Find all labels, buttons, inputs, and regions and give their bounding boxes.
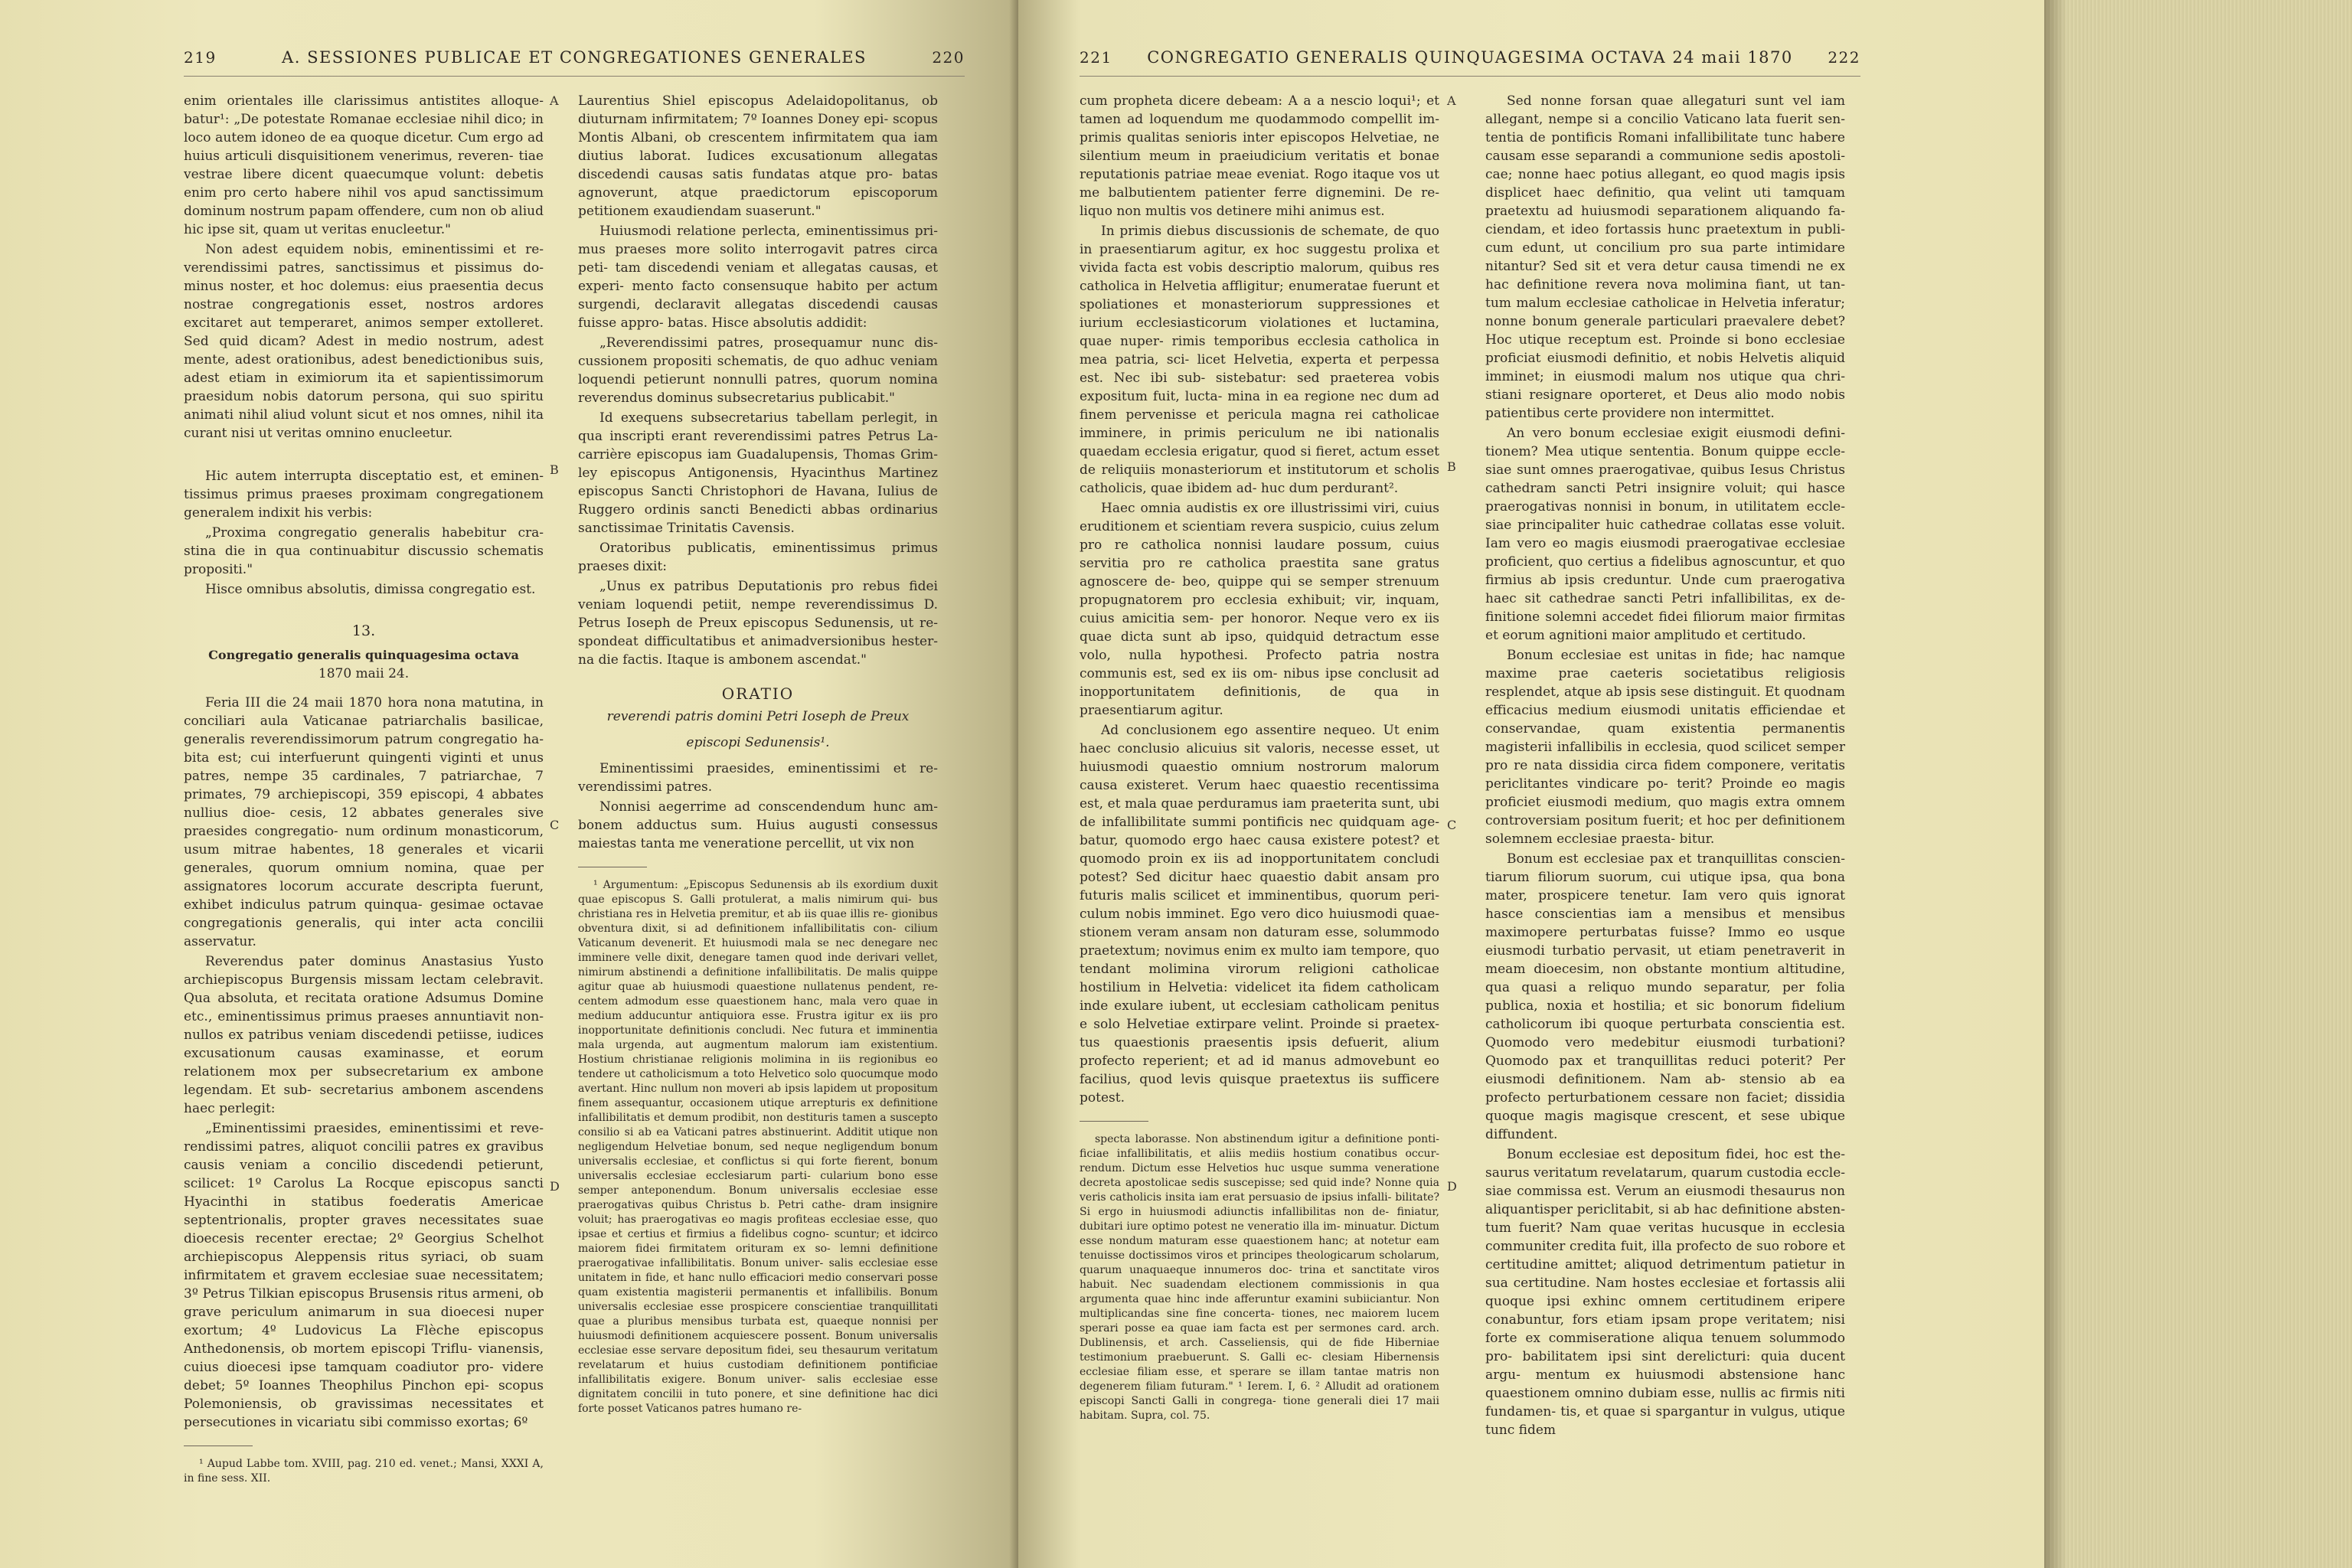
paragraph: Reverendus pater dominus Anastasius Yusto archiepiscopus Burgensis missam lectam celebravit. Qua absoluta, et recitata oratione Adsumus Domine etc., eminentissimus primus praeses annuntiavit non- nullos ex patribus veniam discedendi petiisse, iudices excusationum causas examinasse, et eorum relationem mox per subsecretarium ex ambone legendam. Et sub- secretarius ambonem ascendens haec perlegit: (184, 954, 544, 1116)
footnote-rule (1080, 1121, 1148, 1122)
paragraph: Oratoribus publicatis, eminentissimus primus praeses dixit: (578, 541, 938, 574)
margin-letter: A (550, 93, 559, 108)
margin-letter: C (1447, 818, 1457, 832)
paragraph: Hic autem interrupta disceptatio est, et eminen- tissimus primus praeses proximam congregationem generalem indixit his verbis: (184, 469, 544, 521)
paragraph: cum propheta dicere debeam: A a a nescio loqui¹; et tamen ad loquendum me quodammodo compellit im- primis qualitas senioris inter episcopos Helvetiae, ne silentium meum in praeiudicium veritatis et bonae reputationis patriae meae eveniat. Rogo itaque vos ut me balbutientem patienter ferre dignemini. De re- liquo non multis vos detinere mihi animus est. (1080, 93, 1439, 219)
paragraph: Id exequens subsecretarius tabellam perlegit, in qua inscripti erant reverendissimi patres Petrus La- carrière episcopus iam Guadalupensis, Thomas Grim- ley episcopus Antigonensis, Hyacinthus Martinez episcopus Sancti Christophori de Havana, Iulius de Ruggero ordinis sancti Benedicti abbas ordinarius sanctissimae Trinitatis Cavensis. (578, 410, 938, 536)
page-number: 219 (184, 47, 217, 67)
running-title: CONGREGATIO GENERALIS QUINQUAGESIMA OCTAVA 24 maii 1870 (1147, 47, 1793, 67)
footnote: ¹ Argumentum: „Episcopus Sedunensis ab ils exordium duxit quae episcopus S. Galli protulerat, a malis nimirum qui- bus christiana res in Helvetia premitur, et ab iis quae illis re- gionibus obventura dixit, si ad definitionem infallibilitatis con- cilium Vaticanum devenerit. Et huiusmodi mala se nec denegare nec imminere velle dixit, denegare tamen quod inde derivari vellet, nimirum abstinendi a definitione infallibilitatis. De malis quippe agitur quae ab huiusmodi quaestione nullatenus pendent, re- centem admodum esse quaestionem hanc, mala vero quae in medium adducuntur antiquiora esse. Frustra igitur ex iis pro inopportunitate definitionis concludi. Nec futura et imminentia mala urgenda, aut augmentum malorum iam existentium. Hostium christianae religionis molimina in iis regionibus eo tendere ut catholicismum a toto Helvetico solo quocumque modo avertant. Hinc nullum non moveri ab ipsis lapidem ut propositum finem assequantur, occasionem utique arrepturis ex definitione infallibilitatis et demum prodibit, non destituris tamen a suscepto consilio si ab ea Vaticani patres abstinuerint. Additit utique non negligendum Helvetiae bonum, sed neque negligendum bonum universalis ecclesiae, et conflictus si qui forte fierent, bonum universalis ecclesiae ecclesiarum parti- cularium bono esse semper anteponendum. Bonum universalis ecclesiae esse praerogativas quibus Christus b. Petri cathe- dram insignire voluit; has praerogativas eo magis profiteas ecclesiae esse, quo ipsae et certius et firmius a fidelibus cogno- scuntur; et idcirco maiorem fidei firmitatem orituram ex so- lemni definitione praerogativae infallibilitatis. Bonum univer- salis ecclesiae esse unitatem in fide, et hanc nullo efficaciori medio conservari posse quam existentia magisterii permanentis et infallibilis. Bonum universalis ecclesiae esse prospicere conscientiae tranquillitati quae a pluribus mensibus turbata est, quaeque nonnisi per huiusmodi definitionem acquiescere possent. Bonum universalis ecclesiae esse servare depositum fidei, seu thesaurum veritatum revelatarum et huius custodiam definitionem pontificiae infallibilitatis exigere. Bonum univer- salis ecclesiae esse dignitatem concilii in tuto ponere, et sine definitione hac dici forte posset Vaticanos patres humano re- (578, 879, 938, 1415)
paragraph: Bonum ecclesiae est depositum fidei, hoc est the- saurus veritatum revelatarum, quarum custodia eccle- siae commissa est. Verum an eiusmodi thesaurus non aliquantisper periclitabit, si ab hac definitione absten- tum fuerit? Nam quae veritas hucusque in ecclesia communiter credita fuit, illa profecto de suo robore et certitudine amittet; aliquod detrimentum patietur in sua certitudine. Nam hostes ecclesiae et fortassis alii quoque ipsi exhinc omnem certitudinem eripere conabuntur, fors etiam ipsam prope veritatem; nisi forte ex commiseratione aliqua tenuem solummodo pro- babilitatem ipsi sint derelicturi: quia ducent argu- mentum ex huiusmodi abstensione hanc quaestionem omnino dubiam esse, nullis ac firmis niti fundamen- tis, et quae si spargantur in vulgus, utique tunc fidem (1485, 1147, 1845, 1438)
margin-letter: C (550, 818, 560, 832)
left-page (0, 0, 1018, 1568)
paragraph: Laurentius Shiel episcopus Adelaidopolitanus, ob diuturnam infirmitatem; 7º Ioannes Doney epi- scopus Montis Albani, ob crescentem infirmitatem qua iam diutius laborat. Iudices excusationum allegatas discedendi causas satis fundatas atque pro- batas agnoverunt, atque praedictorum episcoporum petitionem exaudiendam suaserunt." (578, 93, 938, 219)
paragraph: Non adest equidem nobis, eminentissimi et re- verendissimi patres, sanctissimus et pissimus do- minus noster, et hoc dolemus: eius praesentia decus nostrae congregationis esset, nostros ardores excitaret aut temperaret, animos semper extolleret. Sed quid dicam? Adest in medio nostrum, adest mente, adest orationibus, adest benedictionibus suis, adest etiam in eximiorum ita et sapientissimorum praesidum nobis datorum persona, qui suo spiritu animati nihil aliud volunt sicut et nos omnes, nihil ita curant nisi ut veritas omnino enucleetur. (184, 242, 544, 441)
page-number: 221 (1080, 47, 1112, 67)
page-number: 222 (1828, 47, 1860, 67)
oratio-subtitle: reverendi patris domini Petri Ioseph de Preux (606, 709, 910, 724)
text-column (1080, 92, 1439, 1425)
paragraph: „Reverendissimi patres, prosequamur nunc dis- cussionem propositi schematis, de quo adhuc veniam loquendi petierunt nonnulli patres, quorum nomina reverendus dominus subsecretarius publicabit." (578, 335, 938, 406)
paragraph: An vero bonum ecclesiae exigit eiusmodi defini- tionem? Mea utique sententia. Bonum quippe eccle- siae sunt omnes praerogativae, quibus Iesus Christus cathedram sancti Petri insignire voluit; qui hasce praerogativas nonnisi in bonum, in utilitatem eccle- siae principaliter huic cathedrae collatas esse voluit. Iam vero eo magis eiusmodi praerogativae ecclesiae proficient, quo certius a fidelibus agnoscuntur, et quo firmius ab ipsis creduntur. Unde cum praerogativa haec sit cathedrae sancti Petri infallibilitas, ex de- finitione solemni accedet fidei filiorum maior firmitas et eorum agnitioni maior amplitudo et certitudo. (1485, 426, 1845, 643)
footnote: ¹ Aupud Labbe tom. XVIII, pag. 210 ed. venet.; Mansi, XXXI A, in fine sess. XII. (184, 1458, 544, 1485)
footnote: specta laborasse. Non abstinendum igitur a definitione ponti- ficiae infallibilitatis, et aliis mediis hostium conatibus occur- rendum. Dictum esse Helvetios huc usque summa veneratione decreta apostolicae sedis suscepisse; sed quid inde? Nonne quia veris catholicis insita iam erat persuasio de ipsius infalli- bilitate? Si ergo in huiusmodi adiunctis infallibilitas non de- finiatur, dubitari iure optimo potest ne veneratio illa im- minuatur. Dictum esse nondum maturam esse quaestionem hanc; at notetur eam tenuisse doctissimos viros et principes theologicarum scholarum, quarum unaquaeque innumeros doc- trina et sanctitate viros habuit. Nec suadendam electionem commissionis in qua argumenta quae hinc inde afferuntur examini subiiciantur. Non multiplicandas sine fine concerta- tiones, nec maiorem lucem sperari posse ea quae iam facta est per sermones card. arch. Dublinensis, et arch. Casseliensis, qui de fide Hiberniae testimonium praebuerunt. S. Galli ec- clesiam Hibernensis ecclesiae filiam esse, et sperare se illam tantae matris non degenerem filiam futuram." ¹ Ierem. I, 6. ² Alludit ad orationem episcopi Sancti Galli in congrega- tione generali diei 17 maii habitam. Supra, col. 75. (1080, 1133, 1439, 1422)
text-column (184, 92, 544, 1488)
margin-letter: B (1447, 459, 1456, 474)
running-title: A. SESSIONES PUBLICAE ET CONGREGATIONES GENERALES (282, 47, 867, 67)
page-number: 220 (932, 47, 965, 67)
margin-letter: D (550, 1179, 560, 1194)
margin-letter: B (550, 462, 559, 477)
paragraph: „Eminentissimi praesides, eminentissimi et reve- rendissimi patres, aliquot concilii patres ex gravibus causis veniam a concilio discedendi petierunt, scilicet: 1º Carolus La Rocque episcopus sancti Hyacinthi in statibus foederatis Americae septentrionalis, propter graves necessitates suae dioecesis recenter erectae; 2º Georgius Schelhot archiepiscopus Aleppensis ritus syriaci, ob suam infirmitatem et gravem ecclesiae suae necessitatem; 3º Petrus Tilkian episcopus Brusensis ritus armeni, ob grave periculum animarum in sua dioecesi nuper exortum; 4º Ludovicus La Flèche episcopus Anthedonensis, ob mortem episcopi Triflu- vianensis, cuius dioecesi ipse tamquam coadiutor pro- videre debet; 5º Ioannes Theophilus Pinchon epi- scopus Polemoniensis, ob gravissimas necessitates et persecutiones in vicariatu sibi commisso exortas; 6º (184, 1121, 544, 1430)
margin-letter: D (1447, 1179, 1457, 1194)
paragraph: Hisce omnibus absolutis, dimissa congregatio est. (205, 582, 536, 597)
page-edge-shadow (2044, 0, 2067, 1568)
section-date: 1870 maii 24. (318, 666, 410, 681)
right-page (1018, 0, 2044, 1568)
page-edge-stack (2044, 0, 2352, 1568)
paragraph: Sed nonne forsan quae allegaturi sunt vel iam allegant, nempe si a concilio Vaticano lata fuerit sen- tentia de pontificis Romani infallibilitate tunc habere causam esse separandi a communione sedis apostoli- cae; nonne haec potius allegant, eo quod magis ipsis displicet haec definitio, qua velint uti tamquam praetextu ad huiusmodi separationem aliquando fa- ciendam, et ideo fortassis hunc praetextum in publi- cum edunt, ut concilium pro sua parte intimidare nitantur? Sed sit et vera detur causa timendi ne ex hac definitione revera nova molimina fiant, ut tan- tum malum ecclesiae catholicae in Helvetia inferatur; nonne bonum generale particulari praevalere debet? Hoc utique receptum est. Proinde si bono ecclesiae proficiat eiusmodi definitio, et nobis Helvetis aliquid imminet; in eiusmodi malum nos utique qua chri- stiani resignare oporteret, et Deus alio modo nobis patientibus certe providere non intermittet. (1485, 93, 1845, 421)
running-head-right (1080, 38, 1860, 77)
paragraph: Ad conclusionem ego assentire nequeo. Ut enim haec conclusio alicuius sit valoris, necesse esset, ut huiusmodi quaestio omnium nostrorum malorum causa existeret. Verum haec quaestio recentissima est, et mala quae perduramus iam praeterita sunt, ubi de infallibilitate summi pontificis nec quidquam age- batur, quomodo ergo haec causa existere potest? et quomodo proin ex iis ad inopportunitatem concludi potest? Sed dicitur haec quaestio dabit ansam pro futuris malis scilicet et imminentibus, quorum peri- culum nobis imminet. Ego vero dico huiusmodi quae- stionem veram ansam non daturam esse, solummodo praetextum; novimus enim ex multo iam tempore, quo tendant molimina virorum religioni catholicae hostilium in Helvetia: videlicet ita fidem catholicam inde exulare iubent, ut ecclesiam catholicam penitus e solo Helvetiae extirpare velint. Proinde si praetex- tus quaestionis praesentis ipsis defuerit, alium profecto reperient; et ad id manus admovebunt eo facilius, quod levis quisque praetextus iis sufficere potest. (1080, 723, 1439, 1106)
running-head-left (184, 38, 965, 77)
text-column (1485, 92, 1845, 1441)
section-title: Congregatio generalis quinquagesima octava (208, 648, 519, 662)
paragraph: Feria III die 24 maii 1870 hora nona matutina, in conciliari aula Vaticanae patriarchalis basilicae, generalis reverendissimorum patrum congregatio ha- bita est; cui interfuerunt quingenti viginti et unus patres, nempe 35 cardinales, 7 patriarchae, 7 primates, 79 archiepiscopi, 359 episcopi, 4 abbates nullius dioe- cesis, 12 abbates generales sive praesides congregatio- num ordinum monasticorum, usum mitrae habentes, 18 generales et vicarii generales, quorum omnium nomina, quae per assignatores locorum accurate descripta fuerunt, exhibet indiculus patrum quinqua- gesimae octavae congregationis generalis, qui inter acta concilii asservatur. (184, 695, 544, 949)
paragraph: In primis diebus discussionis de schemate, de quo in praesentiarum agitur, ex hoc suggestu prolixa et vivida facta est vobis descriptio malorum, quibus res catholica in Helvetia affligitur; enumeratae fuerunt et spoliationes et monasteriorum suppressiones et iurium ecclesiasticorum violationes et luctamina, quae nuper- rimis temporibus ecclesia catholica in mea patria, sci- licet Helvetia, experta et perpessa est. Nec ibi sub- sistebatur: sed praeterea vobis expositum fuit, lucta- mina in ea regione nec dum ad finem pervenisse et pericula magna rei catholicae imminere, in primis periculum ne ibi nationalis quaedam ecclesia erigatur, quod si fieret, actum esset de reliquiis monasteriorum et institutorum et scholis catholicis, quae ibidem ad- huc dum perdurant². (1080, 224, 1439, 496)
paragraph: Eminentissimi praesides, eminentissimi et re- verendissimi patres. (578, 761, 938, 795)
paragraph: Haec omnia audistis ex ore illustrissimi viri, cuius eruditionem et scientiam revera suspicio, cuius zelum pro re catholica nonnisi laudare possum, cuius servitia pro re catholica praestita sane gratus agnoscere de- beo, quippe qui se semper strenuum propugnatorem pro ecclesia exhibuit; vir, inquam, cuius amicitia sem- per honoror. Neque vero ex iis quae dicta sunt ab ipso, quidquid detractum esse volo, nulla hypothesi. Profecto patria nostra communis est, sed ex iis om- nibus ipse conclusit ad inopportunitatem definitionis, de qua in praesentiarum agitur. (1080, 501, 1439, 718)
paragraph: Bonum est ecclesiae pax et tranquillitas conscien- tiarum filiorum suorum, cui utique ipsa, qua bona mater, prospicere tenetur. Iam vero quis ignorat hasce conscientias iam a mensibus et mensibus maximopere perturbatas fuisse? Immo eo usque eiusmodi turbatio pervasit, ut etiam penetraverit in meam dioecesim, non obstante montium altitudine, qua quasi a reliquo mundo separatur, per folia publica, noxia et hostilia; et sic bonorum fidelium catholicorum ibi quoque perturbata conscientia est. Quomodo vero medebitur eiusmodi turbationi? Quomodo pax et tranquillitas reduci poterit? Per eiusmodi definitionem. Nam ab- stensio ab ea profecto perturbationem cessare non faciet; dissidia quoque magis magisque crescent, et sese ubique diffundent. (1485, 851, 1845, 1142)
text-column (578, 92, 938, 1418)
paragraph: Nonnisi aegerrime ad conscendendum hunc am- bonem adductus sum. Huius augusti consessus maiestas tanta me veneratione percellit, ut vix non (578, 799, 938, 851)
paragraph: Bonum ecclesiae est unitas in fide; hac namque maxime prae caeteris societatibus religiosis resplendet, atque ab ipsis sese distinguit. Et quodnam efficacius medium eiusmodi unitatis efficiendae et conservandae, quam existentia permanentis magisterii infallibilis in ecclesia, quod scilicet semper pro re nata dissidia circa fidem componere, veritatis periclitantes vindicare po- terit? Proinde eo magis proficiet eiusmodi medium, quo magis extra omnem controversiam positum fuerit; et hoc per definitionem solemnem ecclesiae praesta- bitur. (1485, 648, 1845, 847)
paragraph: Huiusmodi relatione perlecta, eminentissimus pri- mus praeses more solito interrogavit patres circa peti- tam discedendi veniam et allegatas causas, et experi- mento facto consensuque habito per actum surgendi, declaravit allegatas discedendi causas fuisse appro- batas. Hisce absolutis addidit: (578, 224, 938, 331)
section-number: 13. (351, 622, 376, 639)
paragraph: „Unus ex patribus Deputationis pro rebus fidei veniam loquendi petiit, nempe reverendissimus D. Petrus Ioseph de Preux episcopus Sedunensis, ut re- spondeat difficultatibus et animadversionibus hester- na die factis. Itaque is ambonem ascendat." (578, 579, 938, 668)
oratio-heading: ORATIO (721, 684, 795, 703)
oratio-subtitle: episcopi Sedunensis¹. (686, 735, 830, 750)
margin-letter: A (1447, 93, 1456, 108)
paragraph: enim orientales ille clarissimus antistites alloque- batur¹: „De potestate Romanae ecclesiae nihil dico; in loco autem idoneo de ea quoque dicetur. Cum ergo ad huius articuli disquisitionem venerimus, reveren- tiae vestrae libere dicent quaecumque volunt: debetis enim pro certo habere nihil vos apud sanctissimum dominum nostrum papam offendere, cum non ob aliud hic ipse sit, quam ut veritas enucleetur." (184, 93, 544, 237)
paragraph: „Proxima congregatio generalis habebitur cra- stina die in qua continuabitur discussio schematis propositi." (184, 525, 544, 577)
